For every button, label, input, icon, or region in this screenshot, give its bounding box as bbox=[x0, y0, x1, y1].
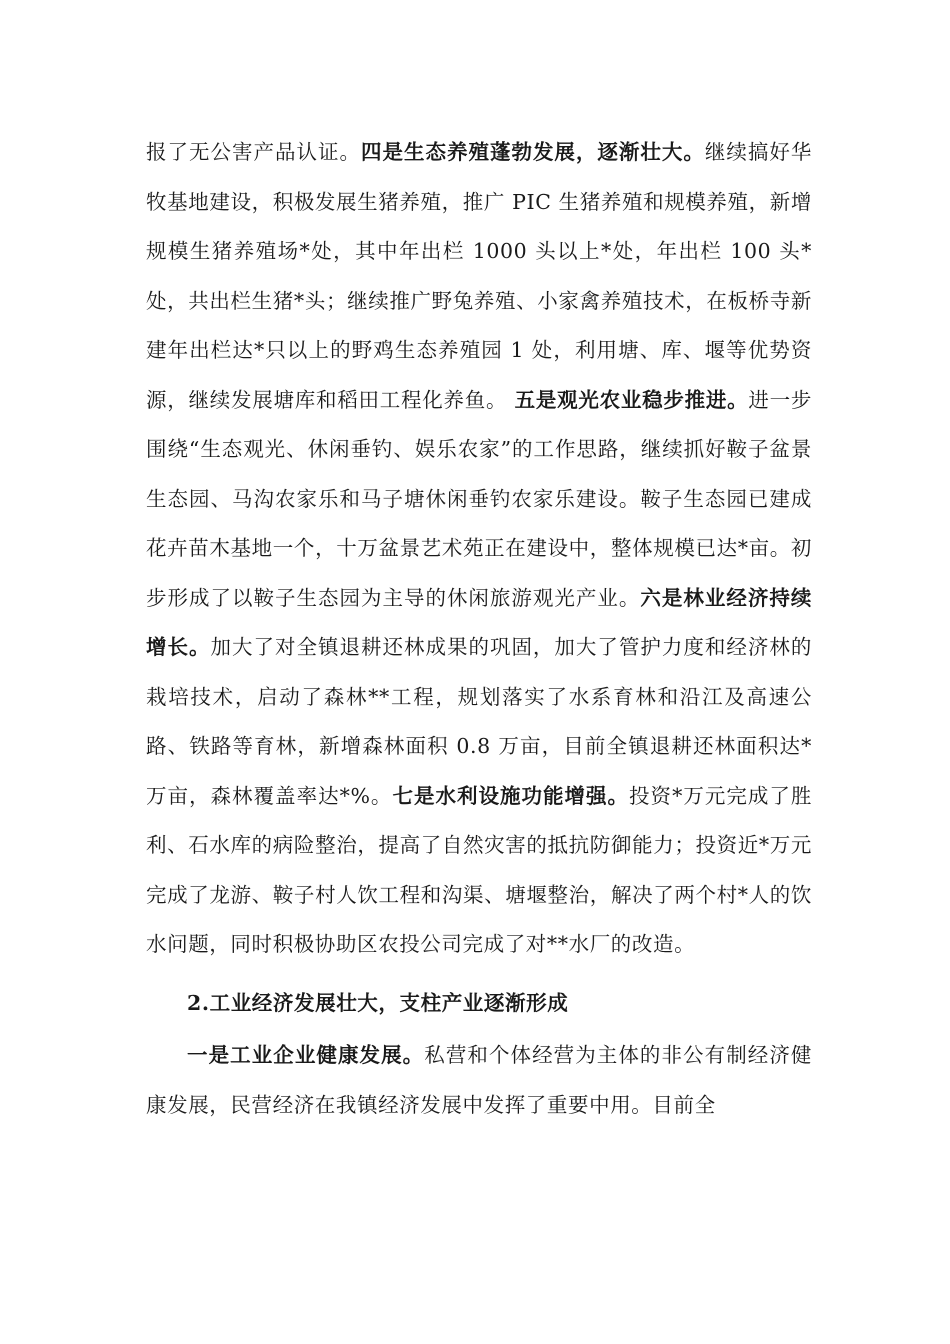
section-heading: 2.工业经济发展壮大，支柱产业逐渐形成 bbox=[187, 990, 569, 1015]
document-page bbox=[146, 128, 812, 1130]
body-paragraph-2 bbox=[146, 1031, 812, 1130]
text-run: 加大了对全镇退耕还林成果的巩固，加大了管护力度和经济林的栽培技术，启动了森林**工程，规划落实了水系育林和沿江及高速公路、铁路等育林，新增森林面积 0.8 万亩，目前全镇退耕还林面积达*万亩，森林覆盖率达*%。 bbox=[146, 635, 812, 808]
bold-subheading: 一是工业企业健康发展。 bbox=[187, 1043, 425, 1067]
text-run: 私营和个体经营为主体的非公有制经济健康发展，民营经济在我镇经济发展中发挥了重要中用。目前全 bbox=[146, 1043, 812, 1117]
text-run: 继续搞好华牧基地建设，积极发展生猪养殖，推广 PIC 生猪养殖和规模养殖，新增规模生猪养殖场*处，其中年出栏 1000 头以上*处，年出栏 100 头*处，共出栏生猪*头；继续推广野兔养殖、小家禽养殖技术，在板桥寺新建年出栏达*只以上的野鸡生态养殖园 1 处，利用塘、库、堰等优势资源，继续发展塘库和稻田工程化养鱼。 bbox=[146, 140, 813, 412]
text-run: 进一步围绕“生态观光、休闲垂钓、娱乐农家”的工作思路，继续抓好鞍子盆景生态园、马沟农家乐和马子塘休闲垂钓农家乐建设。鞍子生态园已建成花卉苗木基地一个，十万盆景艺术苑正在建设中，整体规模已达*亩。初步形成了以鞍子生态园为主导的休闲旅游观光产业。 bbox=[146, 387, 812, 610]
text-run: 投资*万元完成了胜利、石水库的病险整治，提高了自然灾害的抵抗防御能力；投资近*万元完成了龙游、鞍子村人饮工程和沟渠、塘堰整治，解决了两个村*人的饮水问题，同时积极协助区农投公司完成了对**水厂的改造。 bbox=[146, 783, 812, 956]
text-run: 报了无公害产品认证。 bbox=[146, 140, 361, 164]
bold-subheading: 六是林业经济持续增长。 bbox=[146, 585, 812, 659]
body-paragraph-1 bbox=[146, 128, 812, 970]
bold-subheading: 四是生态养殖蓬勃发展，逐渐壮大。 bbox=[360, 140, 705, 164]
bold-subheading: 七是水利设施功能增强。 bbox=[392, 783, 630, 808]
bold-subheading: 五是观光农业稳步推进。 bbox=[514, 387, 749, 412]
